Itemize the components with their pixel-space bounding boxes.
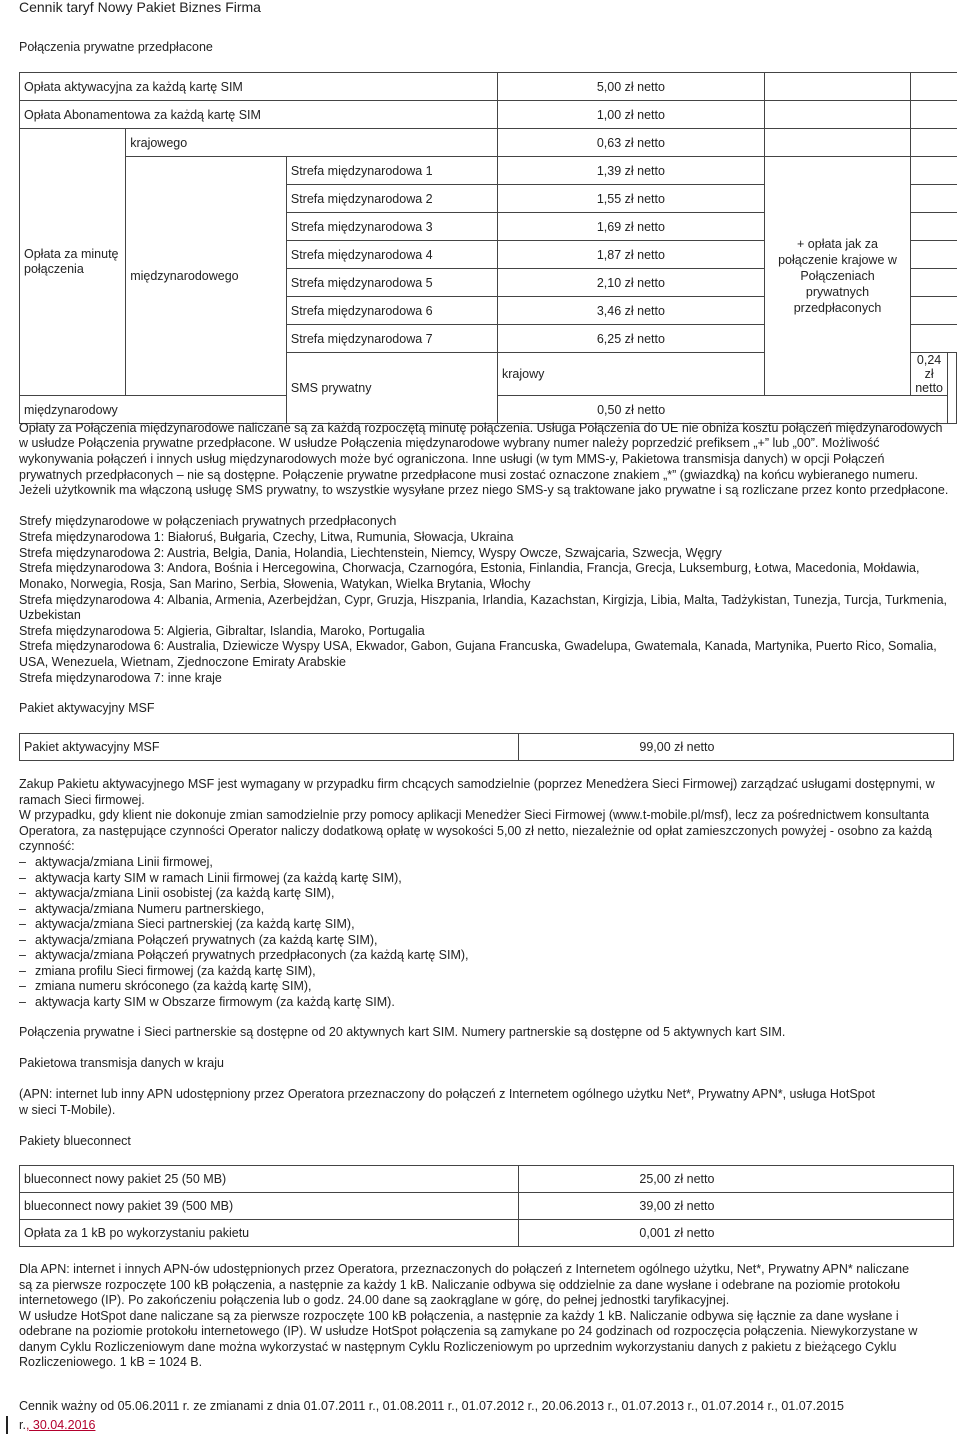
msf-title: Pakiet aktywacyjny MSF xyxy=(19,701,155,715)
msf-text-line: Operatora, za następujące czynności Operator naliczy dodatkową opłatę w wysokości 5,00 zł netto, niezależnie od opłat zamieszczonych powyżej - osobno za każdą xyxy=(19,824,932,838)
page-title: Cennik taryf Nowy Pakiet Biznes Firma xyxy=(19,0,261,15)
apn-note-line: W usłudze HotSpot dane naliczane są za pierwsze rozpoczęte 100 kB połączenia, a następnie za każdy 1 kB. Naliczanie odbywa się łącznie za dane wysłane i xyxy=(19,1309,899,1323)
side-note: + opłata jak za połączenie krajowe w Połączeniach prywatnych przedpłaconych xyxy=(764,157,910,396)
footer-prefix: r. xyxy=(19,1418,26,1432)
zone-value: 1,39 zł netto xyxy=(498,157,765,185)
apn-note-line: odebrane na poziomie protokołu internetowego (IP). W usłudze HotSpot połączenia są zamykane po 24 godzinach od rozpoczęcia połączenia. Niewykorzystane w xyxy=(19,1324,918,1338)
blueconnect-label: blueconnect nowy pakiet 39 (500 MB) xyxy=(20,1193,519,1220)
zone-label: Strefa międzynarodowa 2 xyxy=(286,185,497,213)
list-item: – aktywacja/zmiana Linii osobistej (za każdą kartę SIM), xyxy=(19,886,469,902)
per-minute-label: Opłata za minutę połączenia xyxy=(20,129,126,396)
msf-value: 99,00 zł netto xyxy=(519,734,954,761)
zone-label: Strefa międzynarodowa 5 xyxy=(286,269,497,297)
note-line: Jeżeli użytkownik ma włączoną usługę SMS prywatny, to wszystkie wysyłane przez niego SMS-y są traktowane jako prywatne i są rozliczane przez konto przedpłacone. xyxy=(19,483,949,497)
msf-table xyxy=(19,733,954,761)
domestic-value: 0,63 zł netto xyxy=(498,129,765,157)
msf-text-line: czynność: xyxy=(19,839,75,853)
blueconnect-value: 25,00 zł netto xyxy=(519,1166,954,1193)
zone-value: 1,55 zł netto xyxy=(498,185,765,213)
list-item: – zmiana numeru skróconego (za każdą kartę SIM), xyxy=(19,979,469,995)
data-title: Pakietowa transmisja danych w kraju xyxy=(19,1056,224,1070)
zones-line: Uzbekistan xyxy=(19,608,81,622)
note-line: Opłaty za Połączenia międzynarodowe naliczane są za każdą rozpoczętą minutę połączenia. Usługa Połączenia do UE nie obniża kosztu połączeń międzynarodowych xyxy=(19,421,943,435)
zone-label: Strefa międzynarodowa 1 xyxy=(286,157,497,185)
international-label: międzynarodowego xyxy=(126,157,287,396)
zones-line: Monako, Norwegia, Rosja, San Marino, Serbia, Słowenia, Watykan, Wielka Brytania, Włochy xyxy=(19,577,531,591)
prepaid-price-table xyxy=(19,72,957,424)
blueconnect-value: 39,00 zł netto xyxy=(519,1193,954,1220)
zones-line: Strefy międzynarodowe w połączeniach prywatnych przedpłaconych xyxy=(19,514,397,528)
zone-label: Strefa międzynarodowa 3 xyxy=(286,213,497,241)
list-item: – zmiana profilu Sieci firmowej (za każdą kartę SIM), xyxy=(19,964,469,980)
activation-fee-value: 5,00 zł netto xyxy=(498,73,765,101)
msf-fee-list xyxy=(19,855,469,1010)
list-item: – aktywacja/zmiana Numeru partnerskiego, xyxy=(19,902,469,918)
apn-text-line: w sieci T-Mobile). xyxy=(19,1103,116,1117)
sms-domestic-label: krajowy xyxy=(498,353,911,396)
msf-text-line: ramach Sieci firmowej. xyxy=(19,793,145,807)
msf-label: Pakiet aktywacyjny MSF xyxy=(20,734,519,761)
list-item: – aktywacja/zmiana Połączeń prywatnych (za każdą kartę SIM), xyxy=(19,933,469,949)
zone-value: 6,25 zł netto xyxy=(498,325,765,353)
blueconnect-title: Pakiety blueconnect xyxy=(19,1134,131,1148)
blueconnect-label: Opłata za 1 kB po wykorzystaniu pakietu xyxy=(20,1220,519,1247)
blueconnect-value: 0,001 zł netto xyxy=(519,1220,954,1247)
note-line: w usłudze Połączenia prywatne przedpłacone. W usłudze Połączenia międzynarodowe wybrany numer należy poprzedzić prefiksem „+” lub „00”. Możliwość xyxy=(19,436,880,450)
apn-note-line: Rozliczeniowego. 1 kB = 1024 B. xyxy=(19,1355,203,1369)
zones-line: Strefa międzynarodowa 4: Albania, Armenia, Azerbejdżan, Cypr, Gruzja, Hiszpania, Irlandia, Kazachstan, Kirgizja, Libia, Malta, Tadżykistan, Tunezja, Turcja, Turkmenia, xyxy=(19,593,948,607)
zones-line: Strefa międzynarodowa 7: inne kraje xyxy=(19,671,222,685)
partner-note: Połączenia prywatne i Sieci partnerskie są dostępne od 20 aktywnych kart SIM. Numery partnerskie są dostępne od 5 aktywnych kart SIM. xyxy=(19,1025,786,1039)
sms-domestic-value: 0,24 zł netto xyxy=(911,353,948,396)
section-title-prepaid: Połączenia prywatne przedpłacone xyxy=(19,40,213,54)
subscription-fee-value: 1,00 zł netto xyxy=(498,101,765,129)
zones-line: Strefa międzynarodowa 1: Białoruś, Bułgaria, Czechy, Litwa, Rumunia, Słowacja, Ukraina xyxy=(19,530,514,544)
apn-text-line: (APN: internet lub inny APN udostępniony przez Operatora przeznaczony do połączeń z Internetem ogólnego użytku Net*, Prywatny APN*, usługa HotSpot xyxy=(19,1087,876,1101)
zone-value: 3,46 zł netto xyxy=(498,297,765,325)
footer-validity-cont xyxy=(19,1418,95,1434)
sms-international-label: międzynarodowy xyxy=(20,396,287,424)
apn-note-line: są za pierwsze rozpoczęte 100 kB połączenia, a następnie za każdy 1 kB. Naliczanie odbywa się oddzielnie za dane wysłane i odebrane na poziomie protokołu xyxy=(19,1278,901,1292)
zone-value: 2,10 zł netto xyxy=(498,269,765,297)
zones-line: Strefa międzynarodowa 2: Austria, Belgia, Dania, Holandia, Liechtenstein, Niemcy, Wyspy Owcze, Szwajcaria, Szwecja, Węgry xyxy=(19,546,722,560)
zone-value: 1,87 zł netto xyxy=(498,241,765,269)
zones-line: Strefa międzynarodowa 3: Andora, Bośnia i Hercegowina, Chorwacja, Czarnogóra, Estonia, Finlandia, Francja, Grecja, Luksemburg, Łotwa, Macedonia, Mołdawia, xyxy=(19,561,920,575)
list-item: – aktywacja karty SIM w Obszarze firmowym (za każdą kartę SIM). xyxy=(19,995,469,1011)
note-line: prywatnych przedpłaconych – nie są dostępne. Połączenie prywatne przedpłacone musi zostać oznaczone znakiem „*” (gwiazdką) na końcu wybieranego numeru. xyxy=(19,468,919,482)
blueconnect-label: blueconnect nowy pakiet 25 (50 MB) xyxy=(20,1166,519,1193)
change-bar xyxy=(6,1416,8,1434)
apn-note-line: internetowego (IP). Po zakończeniu połączenia lub o godz. 24.00 dane są zaokrąglane w górę, do pełnej jednostki taryfikacyjnej. xyxy=(19,1293,730,1307)
blueconnect-table xyxy=(19,1165,954,1247)
zones-line: USA, Wenezuela, Wietnam, Zjednoczone Emiraty Arabskie xyxy=(19,655,346,669)
list-item: – aktywacja/zmiana Sieci partnerskiej (za każdą kartę SIM), xyxy=(19,917,469,933)
msf-text-line: W przypadku, gdy klient nie dokonuje zmian samodzielnie przy pomocy aplikacji Menedżer Sieci Firmowej (www.t-mobile.pl/msf), lecz za pośrednictwem konsultanta xyxy=(19,808,930,822)
sms-international-value: 0,50 zł netto xyxy=(498,396,765,424)
list-item: – aktywacja karty SIM w ramach Linii firmowej (za każdą kartę SIM), xyxy=(19,871,469,887)
sms-label: SMS prywatny xyxy=(286,353,497,424)
footer-validity: Cennik ważny od 05.06.2011 r. ze zmianami z dnia 01.07.2011 r., 01.08.2011 r., 01.07.2012 r., 20.06.2013 r., 01.07.2013 r., 01.07.2014 r., 01.07.2015 xyxy=(19,1399,844,1413)
zone-value: 1,69 zł netto xyxy=(498,213,765,241)
domestic-label: krajowego xyxy=(126,129,498,157)
msf-text-line: Zakup Pakietu aktywacyjnego MSF jest wymagany w przypadku firm chcących samodzielnie (poprzez Menedżera Sieci Firmowej) zarządzać usługami dostępnymi, w xyxy=(19,777,935,791)
note-line: wykonywania połączeń i innych usług międzynarodowych może być ograniczona. Inne usługi (w tym MMS-y, Pakietowa transmisja danych) w opcji Połączeń xyxy=(19,452,885,466)
apn-note-line: Dla APN: internet i innych APN-ów udostępnionych przez Operatora, przeznaczonych do połączeń z Internetem ogólnego użytku, Net*, Prywatny APN* naliczane xyxy=(19,1262,910,1276)
apn-note-line: danym Cyklu Rozliczeniowym dane można wykorzystać w następnym Cyklu Rozliczeniowym po uprzednim wykorzystaniu danych z pakietu z bieżącego Cyklu xyxy=(19,1340,897,1354)
zone-label: Strefa międzynarodowa 6 xyxy=(286,297,497,325)
list-item: – aktywacja/zmiana Linii firmowej, xyxy=(19,855,469,871)
zones-line: Strefa międzynarodowa 6: Australia, Dziewicze Wyspy USA, Ekwador, Gabon, Gujana Francuska, Gwadelupa, Gwatemala, Kanada, Martynika, Puerto Rico, Somalia, xyxy=(19,639,937,653)
zone-label: Strefa międzynarodowa 7 xyxy=(286,325,497,353)
zone-label: Strefa międzynarodowa 4 xyxy=(286,241,497,269)
subscription-fee-label: Opłata Abonamentowa za każdą kartę SIM xyxy=(20,101,498,129)
list-item: – aktywacja/zmiana Połączeń prywatnych przedpłaconych (za każdą kartę SIM), xyxy=(19,948,469,964)
activation-fee-label: Opłata aktywacyjna za każdą kartę SIM xyxy=(20,73,498,101)
footer-date-link[interactable]: , 30.04.2016 xyxy=(25,1418,96,1432)
zones-line: Strefa międzynarodowa 5: Algieria, Gibraltar, Islandia, Maroko, Portugalia xyxy=(19,624,425,638)
